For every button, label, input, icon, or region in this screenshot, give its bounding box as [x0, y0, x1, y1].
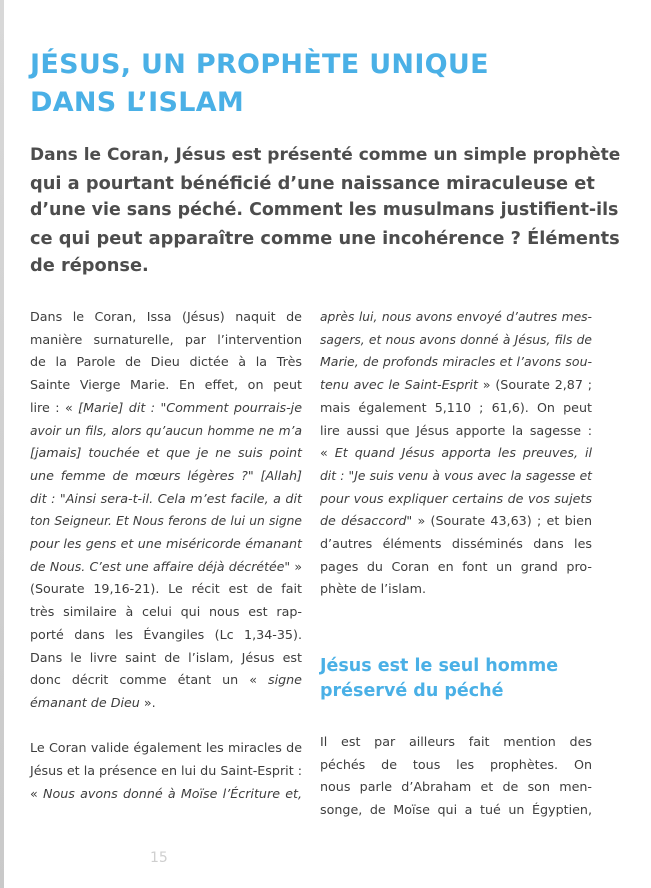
quote-text: Marie, de profonds miracles et l’avons sou- — [320, 354, 592, 370]
right-column-section — [320, 731, 592, 822]
page-number: 15 — [150, 850, 168, 866]
lead-line: de réponse. — [30, 255, 149, 276]
quote-text: pour les gens et une miséricorde émanant — [30, 536, 302, 552]
text-line — [30, 669, 302, 692]
quote-text: de Nous. C’est une affaire déjà décrétée" — [30, 558, 291, 574]
text-line — [30, 783, 302, 806]
section-subheading — [320, 654, 600, 704]
text-run: » — [290, 558, 303, 574]
quote-text: dit : "Ainsi sera-t-il. Cela m’est facile, a dit — [30, 490, 302, 506]
text-line: mais également 5,110 ; 61,6). On peut — [320, 399, 592, 415]
text-line: songe, de Moïse qui a tué un Égyptien, — [320, 802, 592, 818]
text-line — [320, 510, 592, 533]
quote-text: sagers, et nous avons donné à Jésus, fils de — [320, 332, 592, 347]
quote-text: tenu avec le Saint-Esprit — [320, 377, 478, 393]
page-edge-shadow — [0, 0, 4, 888]
left-column — [30, 306, 302, 805]
quote-text: Et quand Jésus apporta les preuves, il — [334, 445, 592, 461]
subheading-line: Jésus est le seul homme — [320, 656, 559, 676]
text-run: ». — [139, 694, 156, 710]
article-lead — [30, 142, 620, 280]
text-line — [30, 556, 302, 579]
text-line: Jésus et la présence en lui du Saint-Esprit : — [30, 763, 302, 779]
quote-text: [jamais] touchée et que je ne suis point — [30, 445, 302, 461]
text-run: lire : « — [30, 399, 79, 415]
text-line: Le Coran valide également les miracles de — [30, 740, 302, 756]
quote-text: dit : "Je suis venu à vous avec la sagesse et — [320, 468, 592, 483]
paragraph — [30, 306, 302, 715]
quote-text: [Marie] dit : "Comment pourrais-je — [78, 399, 303, 415]
text-line: (Sourate 19,16-21). Le récit est de fait — [30, 581, 302, 597]
text-run: » (Sourate 2,87 ; — [477, 377, 593, 393]
text-line — [30, 397, 302, 420]
text-run: donc décrit comme étant un « — [30, 672, 268, 688]
text-line — [30, 692, 302, 715]
right-column — [320, 306, 592, 601]
text-run: « — [320, 445, 335, 461]
text-line — [320, 374, 592, 397]
text-line: Dans le Coran, Issa (Jésus) naquit de — [30, 309, 302, 324]
text-line: Il est par ailleurs fait mention des — [320, 734, 592, 749]
paragraph-gap — [30, 715, 302, 738]
quote-text: après lui, nous avons envoyé d’autres mes- — [320, 310, 592, 324]
lead-line: ce qui peut apparaître comme une incohérence ? Éléments — [30, 227, 620, 249]
lead-line: Dans le Coran, Jésus est présenté comme un simple prophète — [30, 145, 621, 165]
paragraph — [320, 731, 592, 822]
text-line: Dans le livre saint de l’islam, Jésus est — [30, 649, 302, 665]
lead-line: qui a pourtant bénéficié d’une naissance miraculeuse et — [30, 172, 595, 194]
text-line: manière surnaturelle, par l’intervention — [30, 331, 302, 347]
text-run: » (Sourate 43,63) ; et bien — [412, 513, 592, 529]
quote-text: pour vous expliquer certains de vos sujets — [320, 490, 592, 506]
quote-text: avoir un fils, alors qu’aucun homme ne m’a — [30, 423, 302, 438]
quote-text: ton Seigneur. Et Nous ferons de lui un signe — [30, 514, 302, 529]
article-title-line: DANS L’ISLAM — [30, 87, 245, 118]
paragraph — [30, 737, 302, 805]
quote-text: Nous avons donné à Moïse l’Écriture et, — [42, 785, 303, 801]
text-line: de la Parole de Dieu dictée à la Très — [30, 354, 302, 370]
paragraph — [320, 306, 592, 601]
text-line: péchés de tous les prophètes. On — [320, 756, 592, 772]
text-line: porté dans les Évangiles (Lc 1,34-35). — [30, 626, 302, 642]
article-title-line: JÉSUS, UN PROPHÈTE UNIQUE — [30, 49, 489, 80]
text-line: nous parle d’Abraham et de son men- — [320, 779, 592, 795]
article-title — [30, 46, 620, 122]
text-line: Sainte Vierge Marie. En effet, on peut — [30, 377, 302, 393]
text-line: d’autres éléments disséminés dans les — [320, 536, 592, 552]
quote-text: émanant de Dieu — [30, 694, 140, 710]
subheading-line: préservé du péché — [320, 681, 504, 701]
text-line: lire aussi que Jésus apporte la sagesse : — [320, 422, 592, 438]
text-run: « — [30, 785, 43, 801]
text-line: phète de l’islam. — [320, 581, 426, 597]
text-line: pages du Coran en font un grand pro- — [320, 558, 592, 574]
quote-text: signe — [267, 672, 302, 688]
text-line — [320, 442, 592, 465]
text-line: très similaire à celui qui nous est rap- — [30, 604, 302, 620]
lead-line: d’une vie sans péché. Comment les musulmans justifient-ils — [30, 200, 619, 220]
quote-text: de désaccord" — [320, 513, 413, 529]
quote-text: une femme de mœurs légères ?" [Allah] — [30, 467, 302, 483]
